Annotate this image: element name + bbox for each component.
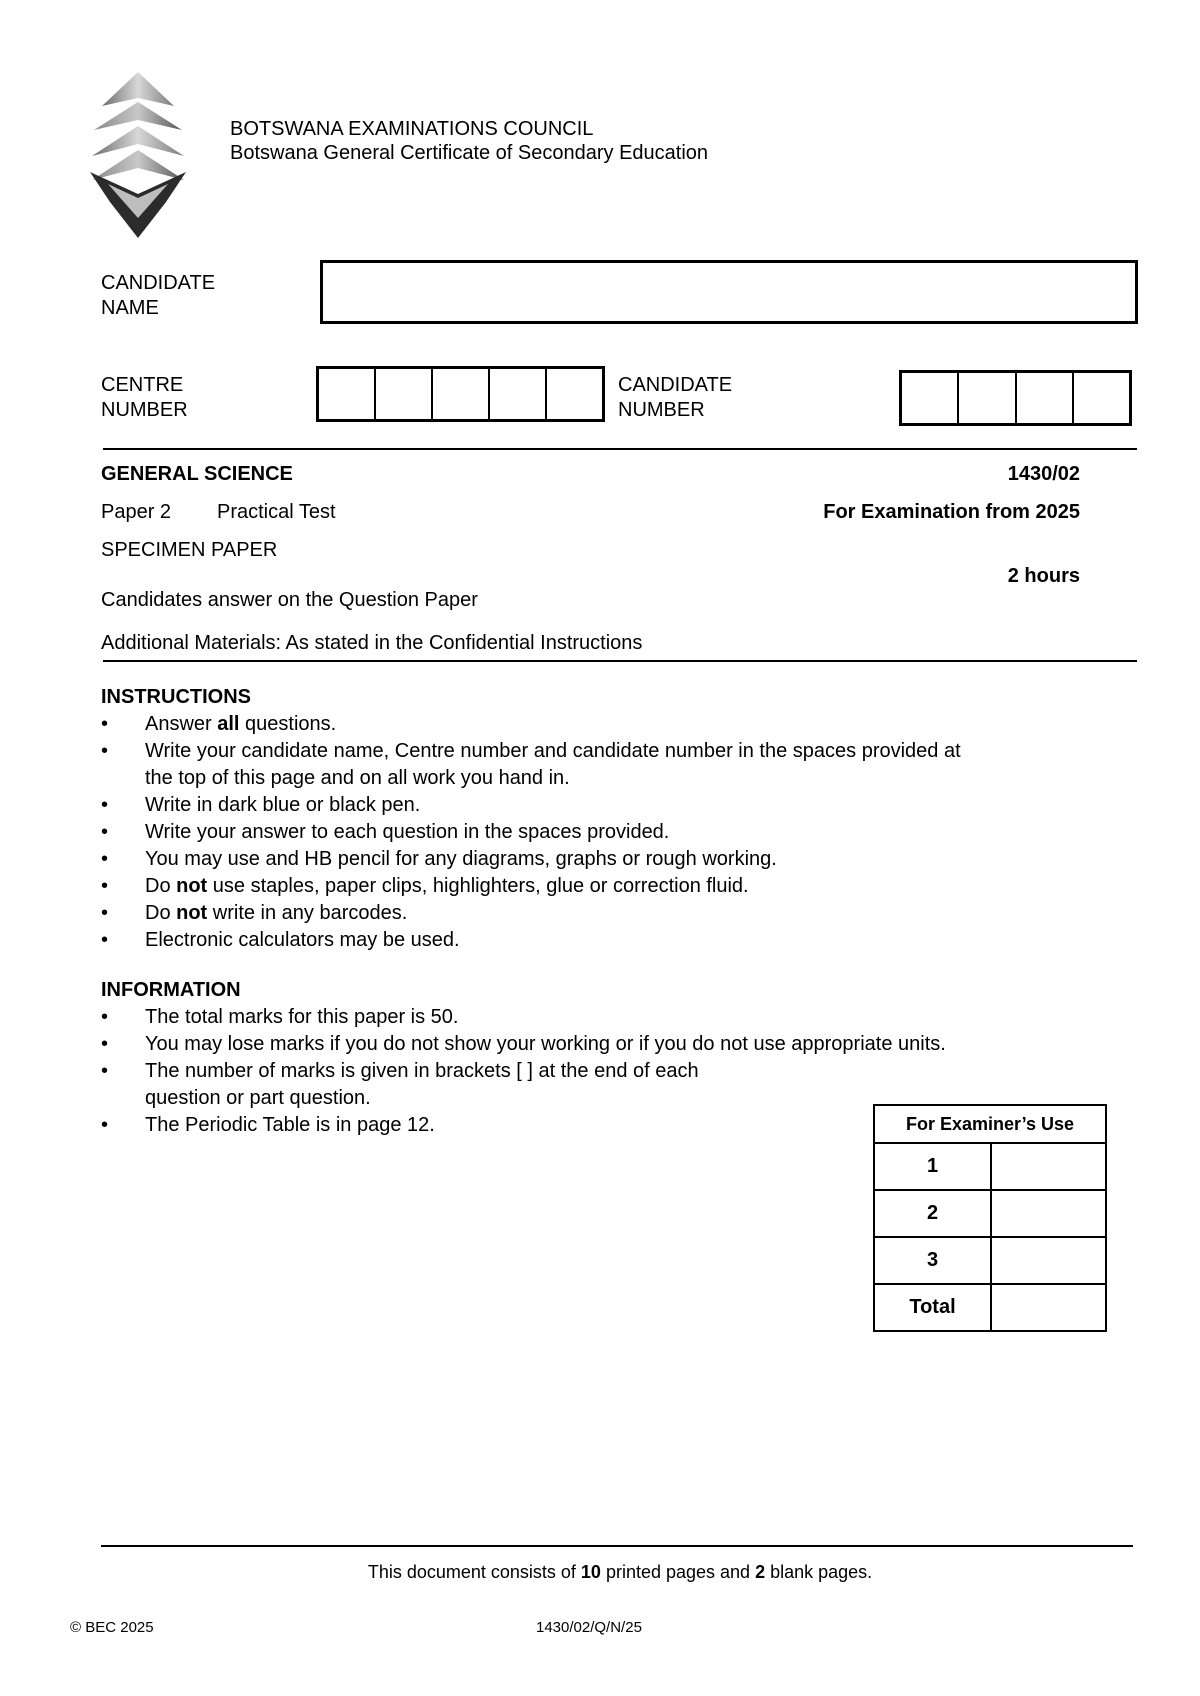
council-name: BOTSWANA EXAMINATIONS COUNCIL bbox=[230, 118, 594, 140]
centre-number-digit[interactable] bbox=[376, 369, 433, 419]
subject-title: GENERAL SCIENCE bbox=[101, 463, 293, 485]
candidate-number-field[interactable] bbox=[899, 370, 1132, 426]
candidate-number-label-1: CANDIDATE bbox=[618, 374, 733, 396]
total-label: Total bbox=[874, 1284, 991, 1331]
instruction-item: • You may use and HB pencil for any diagrams, graphs or rough working. bbox=[101, 846, 1101, 873]
centre-number-label-1: CENTRE bbox=[101, 374, 184, 396]
centre-number-digit[interactable] bbox=[319, 369, 376, 419]
centre-number-field[interactable] bbox=[316, 366, 605, 422]
mark-cell bbox=[991, 1143, 1106, 1190]
page-count-note: This document consists of 10 printed pages and 2 blank pages. bbox=[367, 1562, 873, 1582]
certificate-name: Botswana General Certificate of Secondary Education bbox=[230, 142, 709, 164]
examiner-use-table bbox=[873, 1104, 1107, 1332]
centre-number-digit[interactable] bbox=[433, 369, 490, 419]
information-item: • The number of marks is given in brackets [ ] at the end of each bbox=[101, 1058, 1101, 1085]
total-mark-cell bbox=[991, 1284, 1106, 1331]
additional-materials: Additional Materials: As stated in the Confidential Instructions bbox=[101, 632, 643, 654]
specimen-label: SPECIMEN PAPER bbox=[101, 539, 278, 561]
paper-code: 1430/02 bbox=[1007, 463, 1080, 485]
information-item: • The total marks for this paper is 50. bbox=[101, 1004, 1101, 1031]
centre-number-digit[interactable] bbox=[490, 369, 547, 419]
question-number: 1 bbox=[874, 1143, 991, 1190]
candidate-number-label-2: NUMBER bbox=[618, 399, 705, 421]
bec-logo bbox=[86, 72, 190, 240]
question-number: 3 bbox=[874, 1237, 991, 1284]
divider-middle bbox=[103, 660, 1137, 662]
instruction-item: • Electronic calculators may be used. bbox=[101, 927, 1101, 954]
information-item: • The Periodic Table is in page 12. bbox=[101, 1112, 1101, 1139]
instruction-item: • Write in dark blue or black pen. bbox=[101, 792, 1101, 819]
instructions-list bbox=[101, 711, 1101, 954]
candidate-number-digit[interactable] bbox=[902, 373, 959, 423]
instruction-item-continued: the top of this page and on all work you hand in. bbox=[145, 767, 570, 789]
instructions-heading: INSTRUCTIONS bbox=[101, 686, 251, 708]
duration: 2 hours bbox=[1007, 565, 1080, 587]
candidate-name-label-1: CANDIDATE bbox=[101, 272, 216, 294]
examiner-use-heading: For Examiner’s Use bbox=[874, 1105, 1106, 1143]
candidate-name-field[interactable] bbox=[320, 260, 1138, 324]
instruction-item: • Write your answer to each question in the spaces provided. bbox=[101, 819, 1101, 846]
instruction-item: • Do not use staples, paper clips, highlighters, glue or correction fluid. bbox=[101, 873, 1101, 900]
candidate-name-label-2: NAME bbox=[101, 297, 159, 319]
mark-cell bbox=[991, 1237, 1106, 1284]
paper-title: Practical Test bbox=[217, 501, 336, 523]
paper-number: Paper 2 bbox=[101, 501, 172, 523]
copyright: © BEC 2025 bbox=[70, 1619, 154, 1636]
instruction-item: • Write your candidate name, Centre number and candidate number in the spaces provided at bbox=[101, 738, 1101, 765]
candidate-number-digit[interactable] bbox=[1017, 373, 1074, 423]
candidate-number-digit[interactable] bbox=[959, 373, 1016, 423]
paper-reference: 1430/02/Q/N/25 bbox=[536, 1619, 642, 1636]
information-item: • You may lose marks if you do not show your working or if you do not use appropriate units. bbox=[101, 1031, 1101, 1058]
exam-from: For Examination from 2025 bbox=[823, 501, 1080, 523]
centre-number-label-2: NUMBER bbox=[101, 399, 188, 421]
answer-on-note: Candidates answer on the Question Paper bbox=[101, 589, 478, 611]
information-item-continued: question or part question. bbox=[145, 1087, 371, 1109]
centre-number-digit[interactable] bbox=[547, 369, 602, 419]
mark-cell bbox=[991, 1190, 1106, 1237]
instruction-item: • Do not write in any barcodes. bbox=[101, 900, 1101, 927]
question-number: 2 bbox=[874, 1190, 991, 1237]
instruction-item: • Answer all questions. bbox=[101, 711, 1101, 738]
divider-footer bbox=[101, 1545, 1133, 1547]
candidate-number-digit[interactable] bbox=[1074, 373, 1129, 423]
information-heading: INFORMATION bbox=[101, 979, 241, 1001]
divider-top bbox=[103, 448, 1137, 450]
